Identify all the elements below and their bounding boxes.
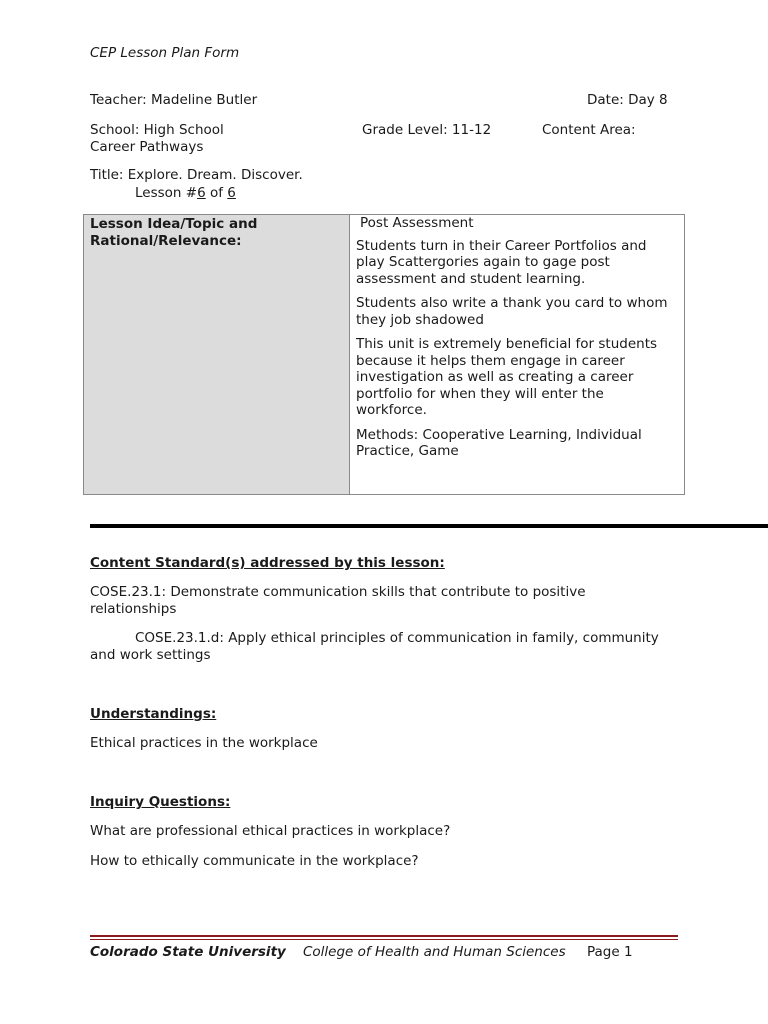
lesson-current: 6 (197, 185, 206, 201)
lesson-prefix: Lesson # (135, 185, 198, 201)
school-field: School: High School (90, 122, 224, 138)
content-area-value: Career Pathways (90, 139, 204, 155)
form-title: CEP Lesson Plan Form (90, 45, 240, 61)
post-assessment-heading: Post Assessment (360, 215, 474, 231)
standards-heading: Content Standard(s) addressed by this lesson: (90, 555, 445, 571)
date-field: Date: Day 8 (587, 92, 668, 108)
table-label-cell (84, 215, 350, 494)
footer-rule-thin (90, 939, 678, 940)
lesson-title: Title: Explore. Dream. Discover. (90, 167, 303, 183)
grade-level-field: Grade Level: 11-12 (362, 122, 492, 138)
section-divider (90, 524, 768, 528)
lesson-table (83, 214, 685, 495)
footer-college: College of Health and Human Sciences (303, 944, 566, 960)
footer-university: Colorado State University (90, 944, 286, 960)
table-content-cell (350, 215, 684, 494)
inquiry-question: What are professional ethical practices in workplace? (90, 823, 451, 839)
standard-subitem: COSE.23.1.d: Apply ethical principles of communication in family, community and work settings (90, 630, 659, 663)
table-paragraph: This unit is extremely beneficial for students because it helps them engage in career investigation as well as creating a career portfolio for when they will enter the workforce. (356, 336, 658, 418)
page-number: Page 1 (587, 944, 633, 960)
teacher-field: Teacher: Madeline Butler (90, 92, 258, 108)
footer-rule (90, 935, 678, 937)
table-label: Lesson Idea/Topic and Rational/Relevance: (90, 216, 258, 249)
table-paragraph: Students turn in their Career Portfolios and play Scattergories again to gage post assessment and student learning. (356, 237, 647, 287)
inquiry-question: How to ethically communicate in the workplace? (90, 853, 419, 869)
content-area-field: Content Area: (542, 122, 636, 138)
understanding-item: Ethical practices in the workplace (90, 735, 318, 751)
lesson-of: of (205, 185, 228, 201)
lesson-total: 6 (227, 185, 236, 201)
inquiry-heading: Inquiry Questions: (90, 794, 231, 810)
lesson-number (135, 185, 236, 201)
understandings-heading: Understandings: (90, 706, 217, 722)
standard-item: COSE.23.1: Demonstrate communication skills that contribute to positive relationships (90, 584, 586, 617)
table-paragraph: Students also write a thank you card to whom they job shadowed (356, 295, 668, 328)
table-paragraph: Methods: Cooperative Learning, Individual Practice, Game (356, 426, 642, 459)
